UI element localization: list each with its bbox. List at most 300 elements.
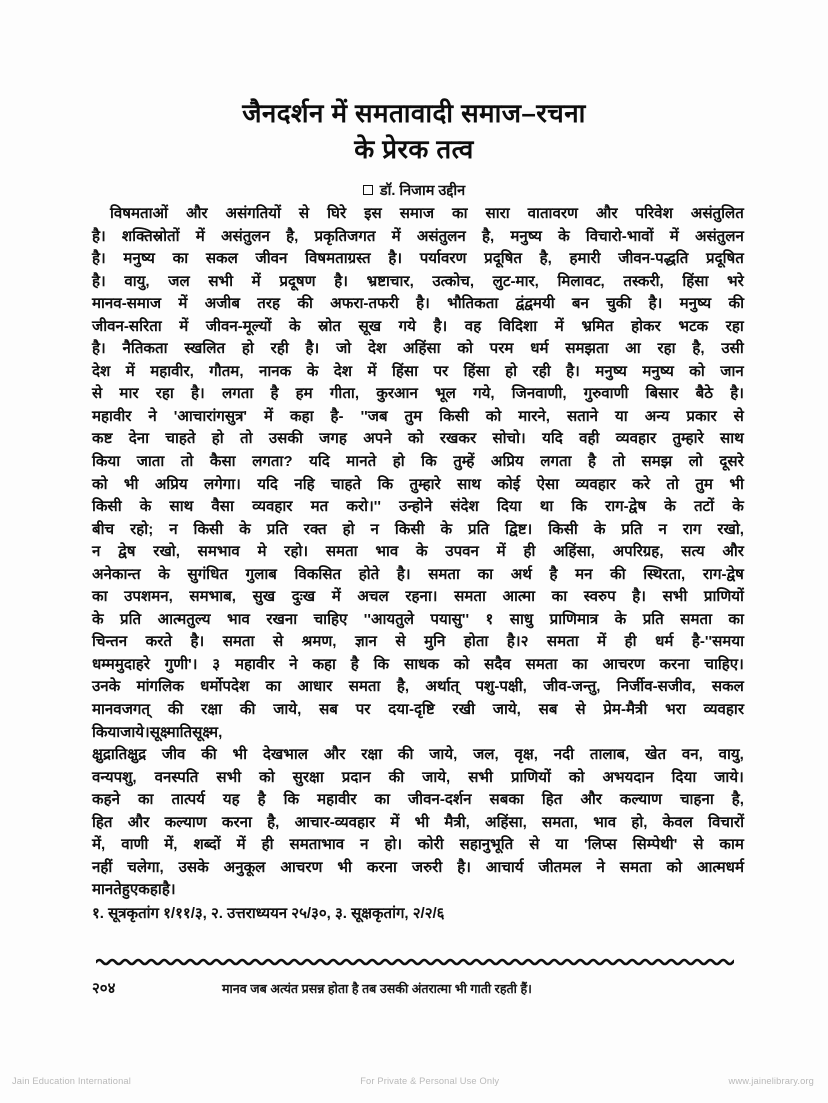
body-word: वायु,	[718, 746, 744, 764]
body-word: धर्मोपदेश	[200, 678, 250, 696]
body-word: प्रति	[266, 520, 288, 538]
body-word: था	[539, 498, 554, 516]
scan-credits-bar	[0, 1076, 828, 1086]
body-word: जीवन-पद्धति	[618, 250, 689, 268]
body-word: है।२	[506, 633, 529, 651]
footnote-references: १. सूत्रकृतांग १/११/३, २. उत्तराध्ययन २५/३०, ३. सूक्षकृतांग, २/२/६	[92, 905, 445, 922]
body-word: आचरण	[280, 858, 323, 876]
body-word: है-	[330, 407, 344, 425]
body-word: है।	[457, 858, 471, 876]
body-word: यह	[222, 791, 240, 809]
footer-quote: मानव जब अत्यंत प्रसन्न होता है तब उसकी अंतरात्मा भी गाती रहती हैं।	[222, 982, 532, 996]
body-word: है।	[92, 250, 106, 268]
body-word: हित	[541, 791, 563, 809]
body-word: पर	[355, 701, 371, 719]
body-word: हुए	[121, 881, 139, 899]
body-word: से	[529, 836, 540, 854]
body-word: बैठे	[695, 385, 714, 403]
body-word: में	[496, 543, 506, 561]
body-word: विदिशा	[498, 317, 538, 335]
body-word: गौतम,	[209, 362, 244, 380]
body-word: अर्थ	[510, 565, 532, 583]
body-word: केवल	[662, 813, 693, 831]
body-word: मुनि	[424, 633, 446, 651]
body-word: है।	[648, 295, 663, 313]
body-word: न	[92, 543, 101, 561]
body-word: १	[485, 610, 494, 628]
body-word: ज्ञान	[354, 633, 377, 651]
body-word: बीच	[92, 520, 115, 538]
body-word: है,	[692, 340, 705, 358]
body-word: लो	[688, 453, 703, 471]
body-word: मन	[575, 565, 593, 583]
body-word: परम	[489, 340, 514, 358]
body-word: नहीं	[92, 858, 113, 876]
body-word: कोई	[497, 475, 521, 493]
body-word: वृक्ष,	[514, 746, 538, 764]
body-word: करते	[145, 633, 172, 651]
body-word: में	[251, 272, 261, 290]
body-word: न	[169, 520, 178, 538]
body-word: व्यवहार	[703, 701, 744, 719]
body-line	[92, 454, 744, 477]
body-word: होता	[463, 633, 489, 651]
body-word: विचारो-भावों	[585, 227, 654, 245]
body-word: को	[689, 362, 705, 380]
body-word: मनुष्य	[642, 362, 674, 380]
body-word: तुम	[695, 475, 713, 493]
body-word: है।	[566, 362, 580, 380]
body-word: तस्करी,	[623, 272, 664, 290]
body-word: वन,	[681, 746, 703, 764]
body-word: आधार	[297, 678, 333, 696]
body-word: प्रदान	[341, 768, 371, 786]
body-word: असंतुलन	[220, 227, 270, 245]
body-word: सिम्पेथी'	[632, 836, 678, 854]
body-word: यदि	[542, 430, 563, 448]
body-word: और	[722, 543, 744, 561]
body-word: मानते	[92, 881, 122, 899]
body-word: बिसार	[645, 385, 679, 403]
body-word: नदी	[553, 746, 575, 764]
body-word: को	[408, 430, 424, 448]
body-word: सब	[319, 701, 338, 719]
body-word: आचरण	[602, 655, 645, 673]
body-word: के	[664, 498, 676, 516]
body-word: है।	[92, 272, 106, 290]
body-word: ''जब	[360, 407, 388, 425]
body-word: से	[395, 633, 406, 651]
body-line	[92, 679, 744, 702]
body-word: है,	[539, 250, 552, 268]
body-word: वैसा	[211, 498, 234, 516]
body-word: के	[92, 610, 104, 628]
body-word: सभी	[216, 768, 242, 786]
body-word: करे	[632, 475, 651, 493]
body-word: से	[272, 633, 284, 651]
body-word: कल्याण	[164, 813, 207, 831]
body-word: वन्यपशु,	[92, 768, 137, 786]
scan-credit-center: For Private & Personal Use Only	[360, 1076, 500, 1086]
body-word: तुम्हारे	[409, 475, 441, 493]
body-word: को	[457, 340, 473, 358]
body-word: प्रदूषण	[279, 272, 316, 290]
body-word: का	[477, 565, 494, 583]
body-word: उपशमन,	[124, 588, 173, 606]
body-word: में	[195, 227, 205, 245]
body-word: वह	[464, 317, 482, 335]
body-word: विषमताओं	[109, 205, 168, 222]
page-title-line-2: के प्रेरक तत्व	[354, 133, 474, 164]
body-word: प्रति	[621, 520, 643, 538]
body-word: भाव	[593, 813, 617, 831]
body-word: कि	[377, 475, 394, 493]
body-word: श्रमण,	[301, 633, 337, 651]
body-word: है,	[396, 678, 410, 696]
body-word: धर्म	[530, 340, 549, 358]
body-word: समाज	[399, 205, 435, 222]
body-word: सोचो।	[492, 430, 526, 448]
body-word: भाव	[375, 543, 399, 561]
body-word: चाहिए।	[704, 655, 744, 673]
body-word: वायु,	[124, 272, 150, 290]
body-word: प्रति	[120, 610, 142, 628]
body-word: प्रति	[468, 520, 490, 538]
body-word: के	[558, 227, 570, 245]
body-word: में	[367, 362, 377, 380]
body-word: देना	[128, 430, 150, 448]
body-word: कि	[283, 791, 300, 809]
body-word: वाणी	[121, 836, 149, 854]
body-word: समता	[680, 610, 712, 628]
body-word: व्यवहार	[575, 475, 616, 493]
body-word: को	[485, 407, 502, 425]
body-word: कुरआन	[376, 385, 418, 403]
body-word: चिन्तन	[92, 633, 128, 651]
body-word: अर्थात्	[425, 678, 460, 696]
body-word: स्खलित	[184, 340, 226, 358]
body-word: का	[728, 610, 744, 628]
body-word: हिंसा	[682, 272, 709, 290]
body-word: विकसित	[294, 565, 342, 583]
body-word: समता	[525, 655, 558, 673]
body-word: साथ	[720, 430, 744, 448]
body-word: स्थिरता,	[643, 565, 686, 583]
body-word: गये,	[473, 385, 495, 403]
body-word: गुरुवाणी	[583, 385, 629, 403]
body-word: जाये,	[429, 746, 458, 764]
body-line	[92, 206, 744, 229]
scan-credit-right[interactable]: www.jainelibrary.org	[728, 1076, 814, 1086]
body-word: जीतमल	[538, 858, 582, 876]
body-word: मारने,	[518, 407, 550, 425]
body-line	[92, 319, 744, 342]
body-word: साथ	[457, 475, 481, 493]
body-word: रखो,	[717, 520, 744, 538]
body-word: में	[179, 317, 189, 335]
body-word: है।	[92, 227, 106, 245]
body-word: सभी	[208, 272, 234, 290]
body-word: उत्कोच,	[432, 272, 475, 290]
body-word: और	[185, 205, 208, 222]
body-word: कि	[571, 498, 587, 516]
body-word: रही	[532, 362, 551, 380]
body-word: जीवन-दर्शन	[407, 791, 472, 809]
body-word: प्राणियों	[510, 768, 551, 786]
body-word: भटक	[678, 317, 709, 335]
body-word: हो	[211, 430, 224, 448]
body-word: साथ	[169, 498, 194, 516]
body-word: मनुष्य	[510, 227, 542, 245]
body-word: नहि	[294, 475, 315, 493]
body-word: तटों	[693, 498, 715, 516]
body-word: लगता?	[252, 453, 293, 471]
body-word: रखना	[266, 610, 298, 628]
body-word: है।	[632, 588, 646, 606]
body-word: आचार-व्यवहार	[294, 813, 376, 831]
body-word: किसी	[193, 520, 224, 538]
body-word: क्षुद्रातिक्षुद्र	[92, 746, 147, 764]
body-line	[92, 341, 744, 364]
body-word: सदैव	[484, 655, 511, 673]
body-word: रही	[270, 340, 289, 358]
body-word: 'लिप्स	[584, 836, 617, 854]
body-word: में	[125, 362, 135, 380]
body-word: प्रेम-मैत्री	[603, 701, 648, 719]
body-line	[92, 274, 744, 297]
body-word: रहो।	[284, 543, 309, 561]
body-word: तो	[666, 475, 679, 493]
body-word: जान	[720, 362, 744, 380]
body-word: महावीर	[317, 791, 357, 809]
body-word: मत	[310, 498, 329, 516]
body-word: इस	[364, 205, 382, 222]
body-word: को	[92, 475, 108, 493]
body-word: है।	[433, 317, 448, 335]
body-word: के	[139, 498, 152, 516]
author-byline	[0, 180, 828, 200]
body-word: द्वेष	[118, 543, 136, 561]
body-word: या	[615, 407, 628, 425]
body-word: में	[236, 836, 246, 854]
body-word: है।	[190, 633, 205, 651]
body-word: कहा	[290, 407, 314, 425]
body-word: समता	[428, 565, 460, 583]
body-word: रहा	[657, 340, 676, 358]
body-word: सभी	[468, 768, 493, 786]
body-word: तरह	[257, 295, 281, 313]
body-word: की	[167, 701, 184, 719]
body-word: तालाब,	[589, 746, 630, 764]
body-line	[92, 477, 744, 500]
body-word: शब्दों	[193, 836, 221, 854]
body-word: प्राणियों	[703, 588, 744, 606]
body-word: संदेश	[450, 498, 479, 516]
body-word: राग-द्वेष	[605, 498, 647, 516]
body-word: अफरा-तफरी	[330, 295, 399, 313]
body-line	[92, 702, 744, 725]
body-word: की	[610, 565, 626, 583]
body-word: समभाव	[197, 543, 240, 561]
body-word: अभयदान	[602, 768, 654, 786]
body-word: किसी	[92, 498, 122, 516]
body-line	[92, 499, 744, 522]
body-word: रक्षा	[201, 701, 223, 719]
body-line	[92, 296, 744, 319]
body-word: में	[331, 588, 341, 606]
body-word: की	[297, 295, 313, 313]
body-word: ने	[148, 407, 157, 425]
body-word: हित	[92, 813, 113, 831]
body-word: स्वरुप	[583, 588, 616, 606]
body-line	[92, 386, 744, 409]
body-word: किसी	[439, 407, 469, 425]
body-word: हो	[392, 453, 405, 471]
body-line	[92, 431, 744, 454]
body-line	[92, 815, 744, 838]
body-word: भी	[729, 475, 744, 493]
body-word: का	[374, 791, 391, 809]
body-word: लुट-मार,	[492, 272, 539, 290]
body-word: किया	[92, 723, 121, 741]
body-word: ''आयतुले	[363, 610, 414, 628]
body-word: वातावरण	[527, 205, 578, 222]
body-word: से	[693, 836, 704, 854]
body-word: में	[264, 407, 274, 425]
body-word: विषमताग्रस्त	[305, 250, 371, 268]
page-footer	[92, 978, 742, 998]
body-line	[92, 634, 744, 657]
body-word: मनुष्य	[679, 295, 712, 313]
body-word: तुम्हारे	[672, 430, 704, 448]
body-word: धर्म	[655, 633, 674, 651]
body-word: जाये।	[714, 768, 744, 786]
body-word: गीता,	[329, 385, 360, 403]
body-word: का	[551, 588, 568, 606]
body-word: विचारों	[708, 813, 744, 831]
body-word: गुलाब	[245, 565, 277, 583]
body-word: मानवजगत्	[92, 701, 151, 719]
page-title-block	[0, 96, 828, 200]
body-word: आ	[625, 340, 641, 358]
body-word: होते	[358, 565, 380, 583]
body-word: अहिंसा,	[485, 813, 527, 831]
body-word: है-''समया	[691, 633, 744, 651]
body-word: रखी	[452, 701, 475, 719]
body-word: किसी	[394, 520, 425, 538]
body-line	[92, 612, 744, 635]
body-word: ने	[289, 655, 298, 673]
body-word: जीवन-मूल्यों	[205, 317, 272, 335]
body-word: हमारी	[569, 250, 601, 268]
body-line	[92, 544, 744, 567]
body-word: 'आचारांगसुत्र'	[173, 407, 248, 425]
body-word: सारा	[485, 205, 510, 222]
body-word: सहानुभूति	[459, 836, 514, 854]
body-word: रहना।	[405, 588, 438, 606]
body-word: करना	[659, 655, 690, 673]
body-word: है,	[731, 791, 744, 809]
body-word: काम	[719, 836, 744, 854]
body-word: के	[158, 565, 170, 583]
body-word: साधक	[403, 655, 439, 673]
body-word: सूक्ष्मातिसूक्ष्म,	[149, 723, 223, 741]
body-word: किया	[92, 453, 121, 471]
body-word: है।	[416, 295, 430, 313]
body-word: प्राणिमात्र	[549, 610, 599, 628]
body-word: तो	[180, 453, 194, 471]
body-word: राग-द्वेष	[702, 565, 744, 583]
body-word: होकर	[631, 317, 661, 335]
body-word: है	[257, 791, 266, 809]
body-word: परिवेश	[635, 205, 673, 222]
body-word: दिया	[671, 768, 697, 786]
body-word: भी	[337, 858, 352, 876]
body-line	[92, 364, 744, 387]
body-word: असंगतियों	[225, 205, 281, 222]
body-word: मानते	[346, 453, 377, 471]
body-word: हिंसा	[391, 362, 419, 380]
body-word: जाये।	[120, 723, 150, 741]
body-word: सकल	[205, 250, 238, 268]
body-word: रखो,	[153, 543, 180, 561]
body-word: भूल	[435, 385, 456, 403]
body-word: न	[360, 836, 369, 854]
body-word: के	[614, 610, 627, 628]
body-word: आचार्य	[485, 858, 524, 876]
body-word: हम	[295, 385, 313, 403]
body-word: देश	[333, 362, 353, 380]
body-word: है।	[305, 340, 320, 358]
body-word: में	[669, 227, 679, 245]
body-word: लगेगा।	[204, 475, 241, 493]
body-word: रहो;	[130, 520, 154, 538]
body-word: कष्ट	[92, 430, 113, 448]
body-word: यदि	[257, 475, 278, 493]
body-word: भरे	[727, 272, 744, 290]
body-word: ही	[523, 543, 536, 561]
body-word: अप्रिय	[490, 453, 524, 471]
body-word: जो	[336, 340, 352, 358]
body-word: की	[388, 768, 405, 786]
body-word: कि	[373, 655, 390, 673]
body-word: रखकर	[439, 430, 477, 448]
body-word: पर	[433, 362, 449, 380]
body-word: में	[597, 633, 607, 651]
body-word: रहा	[155, 385, 174, 403]
body-word: वही	[579, 430, 600, 448]
page-title-line-1: जैनदर्शन में समतावादी समाज–रचना	[242, 98, 586, 128]
body-word: का	[92, 588, 108, 606]
body-word: जरुरी	[411, 858, 443, 876]
body-word: प्रकार	[686, 407, 717, 425]
body-word: गये	[398, 317, 416, 335]
body-word: भरा	[665, 701, 686, 719]
body-word: गुणी'।	[164, 655, 198, 673]
body-word: का	[172, 250, 189, 268]
body-word: न	[658, 520, 667, 538]
body-word: मैत्री,	[444, 813, 470, 831]
body-word: पयासु''	[430, 610, 470, 628]
body-word: उनके	[92, 678, 121, 696]
body-word: राग	[682, 520, 702, 538]
body-word: तुम	[404, 407, 423, 425]
body-word: जल,	[473, 746, 499, 764]
body-word: अहिंसा,	[553, 543, 595, 561]
body-word: दुःख	[291, 588, 316, 606]
body-word: की	[201, 746, 217, 764]
body-line	[92, 747, 744, 770]
